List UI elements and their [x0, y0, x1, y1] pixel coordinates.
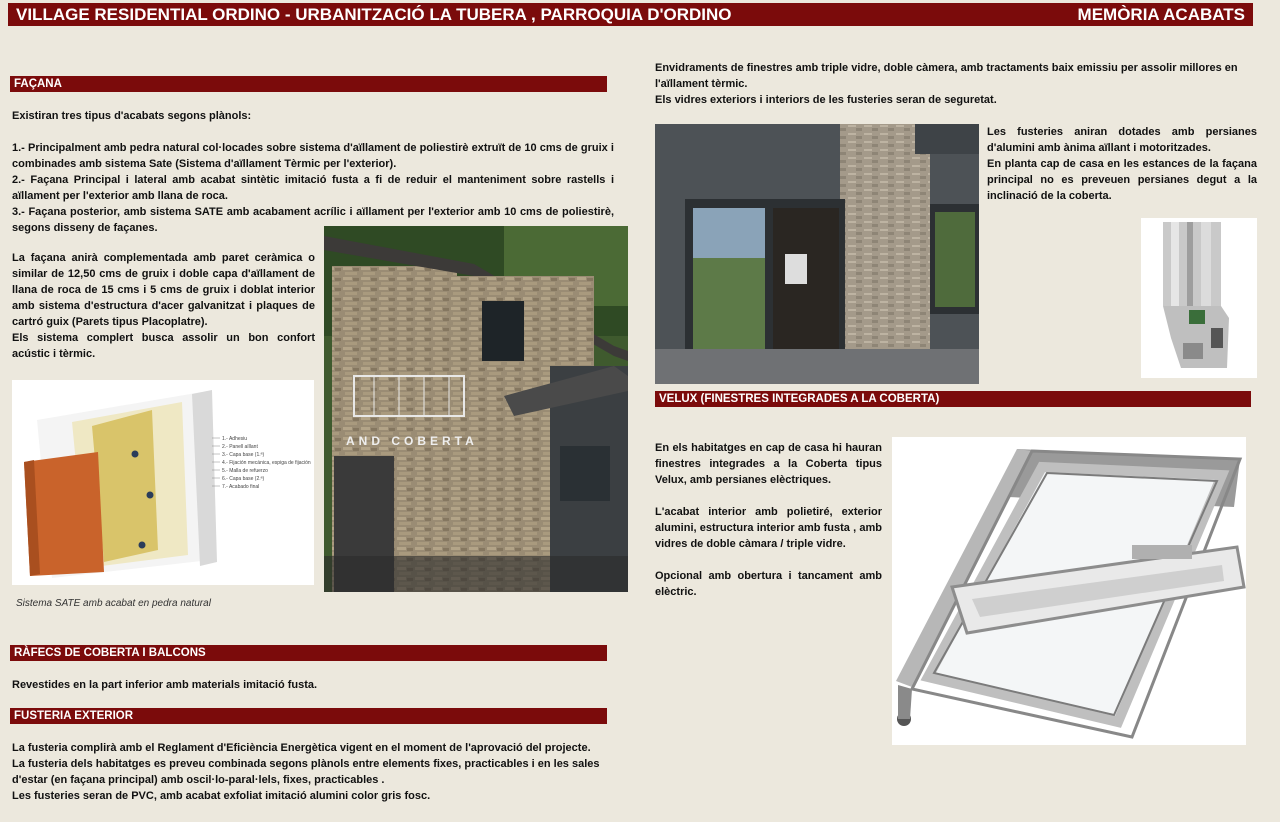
- velux-paragraph-3: Opcional amb obertura i tancament amb elèctric.: [655, 570, 882, 598]
- header-subtitle: MEMÒRIA ACABATS: [1077, 5, 1245, 24]
- sate-layer-label: 7.- Acabado final: [222, 484, 260, 490]
- photo-watermark: AND COBERTA: [346, 434, 478, 448]
- sate-layer-label: 2.- Panell aïllant: [222, 444, 258, 450]
- section-facana-title: FAÇANA: [10, 76, 607, 92]
- rafecs-text: Revestides en la part inferior amb materials imitació fusta.: [12, 679, 318, 691]
- facana-paragraph-block: [12, 250, 315, 362]
- glazing-text-block: [655, 60, 1260, 108]
- velux-paragraph-2: L'acabat interior amb polietiré, exterior alumini, estructura interior amb fusta , amb vidres de doble càmara / triple vidre.: [655, 506, 882, 550]
- fusteria-text-block: [12, 740, 622, 804]
- facana-paragraph-2: Els sistema complert busca assolir un bon confort acústic i tèrmic.: [12, 332, 315, 360]
- sate-layer-label: 6.- Capa base (2.ª): [222, 476, 265, 482]
- glazing-line-2: Els vidres exteriors i interiors de les fusteries seran de seguretat.: [655, 94, 997, 106]
- sate-layer-label: 4.- Fijación mecánica, espiga de fijación: [222, 460, 311, 466]
- header-title: VILLAGE RESIDENTIAL ORDINO - URBANITZACIÓ LA TUBERA , PARROQUIA D'ORDINO: [16, 5, 732, 24]
- header-bar: [8, 3, 1253, 26]
- facana-item-1: 1.- Principalment amb pedra natural col·locades sobre sistema d'aïllament de poliestirè extruït de 10 cms de gruix i combinades amb sistema Sate (Sistema d'aïllament Tèrmic per l'exterior).: [12, 142, 614, 170]
- fusteria-line-2: La fusteria dels habitatges es preveu combinada segons plànols entre elements fixes, practicables i en les sales d'estar (en façana principal) amb oscil·lo-paral·lels, fixes, practicables .: [12, 758, 600, 786]
- shutters-text-block: [987, 124, 1257, 204]
- velux-text-block: [655, 440, 882, 600]
- velux-window-image: [892, 437, 1246, 745]
- window-photo: [655, 124, 979, 384]
- shutters-line-1: Les fusteries aniran dotades amb persianes d'alumini amb ànima aïllant i motoritzades.: [987, 126, 1257, 154]
- fusteria-line-3: Les fusteries seran de PVC, amb acabat exfoliat imitació alumini color gris fosc.: [12, 790, 431, 802]
- sate-layer-label: 3.- Capa base (1.ª): [222, 452, 265, 458]
- sate-caption: Sistema SATE amb acabat en pedra natural: [16, 598, 211, 609]
- fusteria-line-1: La fusteria complirà amb el Reglament d'Eficiència Energètica vigent en el moment de l'aprovació del projecte.: [12, 742, 591, 754]
- facana-item-3: 3.- Façana posterior, amb sistema SATE amb acabament acrílic i aïllament per l'exterior amb 10 cms de poliestirè, segons disseny de façanes.: [12, 206, 614, 234]
- sate-layer-label: 5.- Malla de refuerzo: [222, 468, 268, 474]
- sate-diagram-image: [12, 380, 314, 585]
- sate-layer-label: 1.- Adhesiu: [222, 436, 248, 442]
- facana-intro-block: [12, 108, 614, 236]
- glazing-line-1: Envidraments de finestres amb triple vidre, doble càmera, amb tractaments baix emissiu per assolir millores en l'aïllament tèrmic.: [655, 62, 1238, 90]
- section-rafecs-title: RÀFECS DE COBERTA I BALCONS: [10, 645, 607, 661]
- house-facade-photo: [324, 226, 628, 592]
- shutters-line-2: En planta cap de casa en les estances de la façana principal no es preveuen persianes degut a la inclinació de la coberta.: [987, 158, 1257, 202]
- facana-item-2: 2.- Façana Principal i lateral amb acabat sintètic imitació fusta a fi de reduir el manteniment sobre rastells i aïllament per l'exterior amb llana de roca.: [12, 174, 614, 202]
- section-fusteria-title: FUSTERIA EXTERIOR: [10, 708, 607, 724]
- facana-paragraph-1: La façana anirà complementada amb paret ceràmica o similar de 12,50 cms de gruix i doble capa d'aïllament de llana de roca de 15 cms i 5 cms de gruix i doblat interior amb sistema d'estructura d'acer galvanitzat i plaques de cartró guix (Parets tipus Placoplatre).: [12, 252, 315, 328]
- section-velux-title: VELUX (FINESTRES INTEGRADES A LA COBERTA): [655, 391, 1251, 407]
- facana-intro: Existiran tres tipus d'acabats segons plànols:: [12, 110, 252, 122]
- window-profile-image: [1141, 218, 1257, 378]
- velux-paragraph-1: En els habitatges en cap de casa hi hauran finestres integrades a la Coberta tipus Velux, amb persianes elèctriques.: [655, 442, 882, 486]
